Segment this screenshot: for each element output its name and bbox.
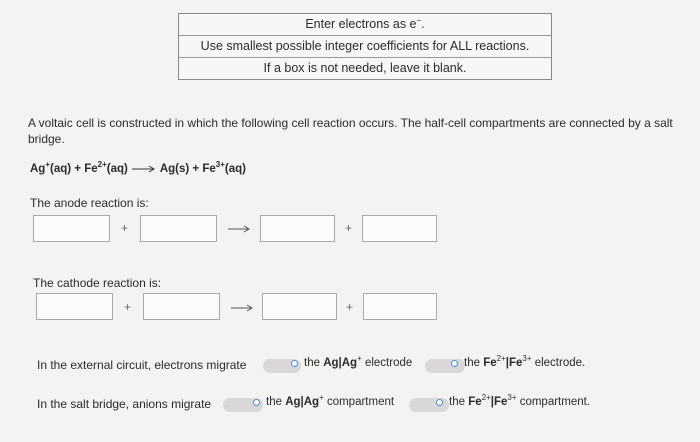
ag-charge: + — [45, 160, 51, 170]
arrow-icon — [230, 304, 254, 312]
products: Ag(s) + Fe — [159, 163, 216, 175]
ext-option-ag-text: the Ag|Ag+ electrode — [304, 354, 413, 369]
plus-sign: + — [124, 300, 132, 314]
anode-input-1[interactable] — [33, 215, 110, 242]
instruction-electrons — [179, 14, 551, 35]
reactant-state: (aq) + Fe — [50, 163, 98, 175]
fe3-state: (aq) — [224, 163, 246, 175]
cathode-input-4[interactable] — [363, 293, 437, 320]
salt-option-ag-text: the Ag|Ag+ compartment — [266, 393, 395, 408]
anode-input-2[interactable] — [140, 215, 217, 242]
salt-option-fe[interactable] — [436, 393, 590, 408]
instruction-electrons-text: Enter electrons as e — [305, 17, 417, 31]
cathode-input-1[interactable] — [36, 293, 113, 320]
plus-sign: + — [346, 300, 354, 314]
anode-input-4[interactable] — [362, 215, 437, 242]
anode-input-3[interactable] — [260, 215, 335, 242]
electron-superscript: − — [416, 15, 422, 25]
instruction-blank: If a box is not needed, leave it blank. — [179, 57, 551, 79]
cathode-input-2[interactable] — [143, 293, 220, 320]
plus-sign: + — [345, 221, 353, 235]
fe2-state: (aq) — [106, 163, 128, 175]
ext-option-fe[interactable] — [451, 354, 586, 369]
radio-icon[interactable] — [436, 399, 443, 406]
fe2-charge: 2+ — [97, 160, 107, 170]
instructions-table — [178, 13, 552, 80]
external-circuit-question: In the external circuit, electrons migrate — [37, 358, 247, 372]
intro-text: A voltaic cell is constructed in which the following cell reaction occurs. The half-cell compartments are connected by a salt bridge. — [28, 116, 673, 146]
ext-option-fe-text: the $Fe^{2+}|Fe^{3+}$ electrode. — [464, 354, 586, 369]
radio-icon[interactable] — [253, 399, 260, 406]
cathode-input-3[interactable] — [262, 293, 337, 320]
salt-option-fe-text: the $Fe^{2+}|Fe^{3+}$ compartment. — [449, 393, 590, 408]
anode-label: The anode reaction is: — [30, 196, 149, 210]
plus-sign: + — [121, 221, 129, 235]
salt-bridge-question: In the salt bridge, anions migrate — [37, 397, 212, 411]
cell-reaction — [30, 160, 246, 175]
instruction-coefficients: Use smallest possible integer coefficients for ALL reactions. — [179, 35, 551, 57]
radio-icon[interactable] — [291, 360, 298, 367]
arrow-icon — [227, 225, 251, 233]
salt-option-ag[interactable] — [253, 393, 395, 408]
ext-option-ag[interactable] — [291, 354, 413, 369]
reactant-ag: Ag — [30, 163, 46, 175]
instruction-electrons-period: . — [421, 17, 425, 31]
reaction-arrow-icon — [131, 165, 157, 173]
fe3-charge: 3+ — [215, 160, 225, 170]
cathode-label: The cathode reaction is: — [33, 276, 162, 290]
radio-icon[interactable] — [451, 360, 458, 367]
